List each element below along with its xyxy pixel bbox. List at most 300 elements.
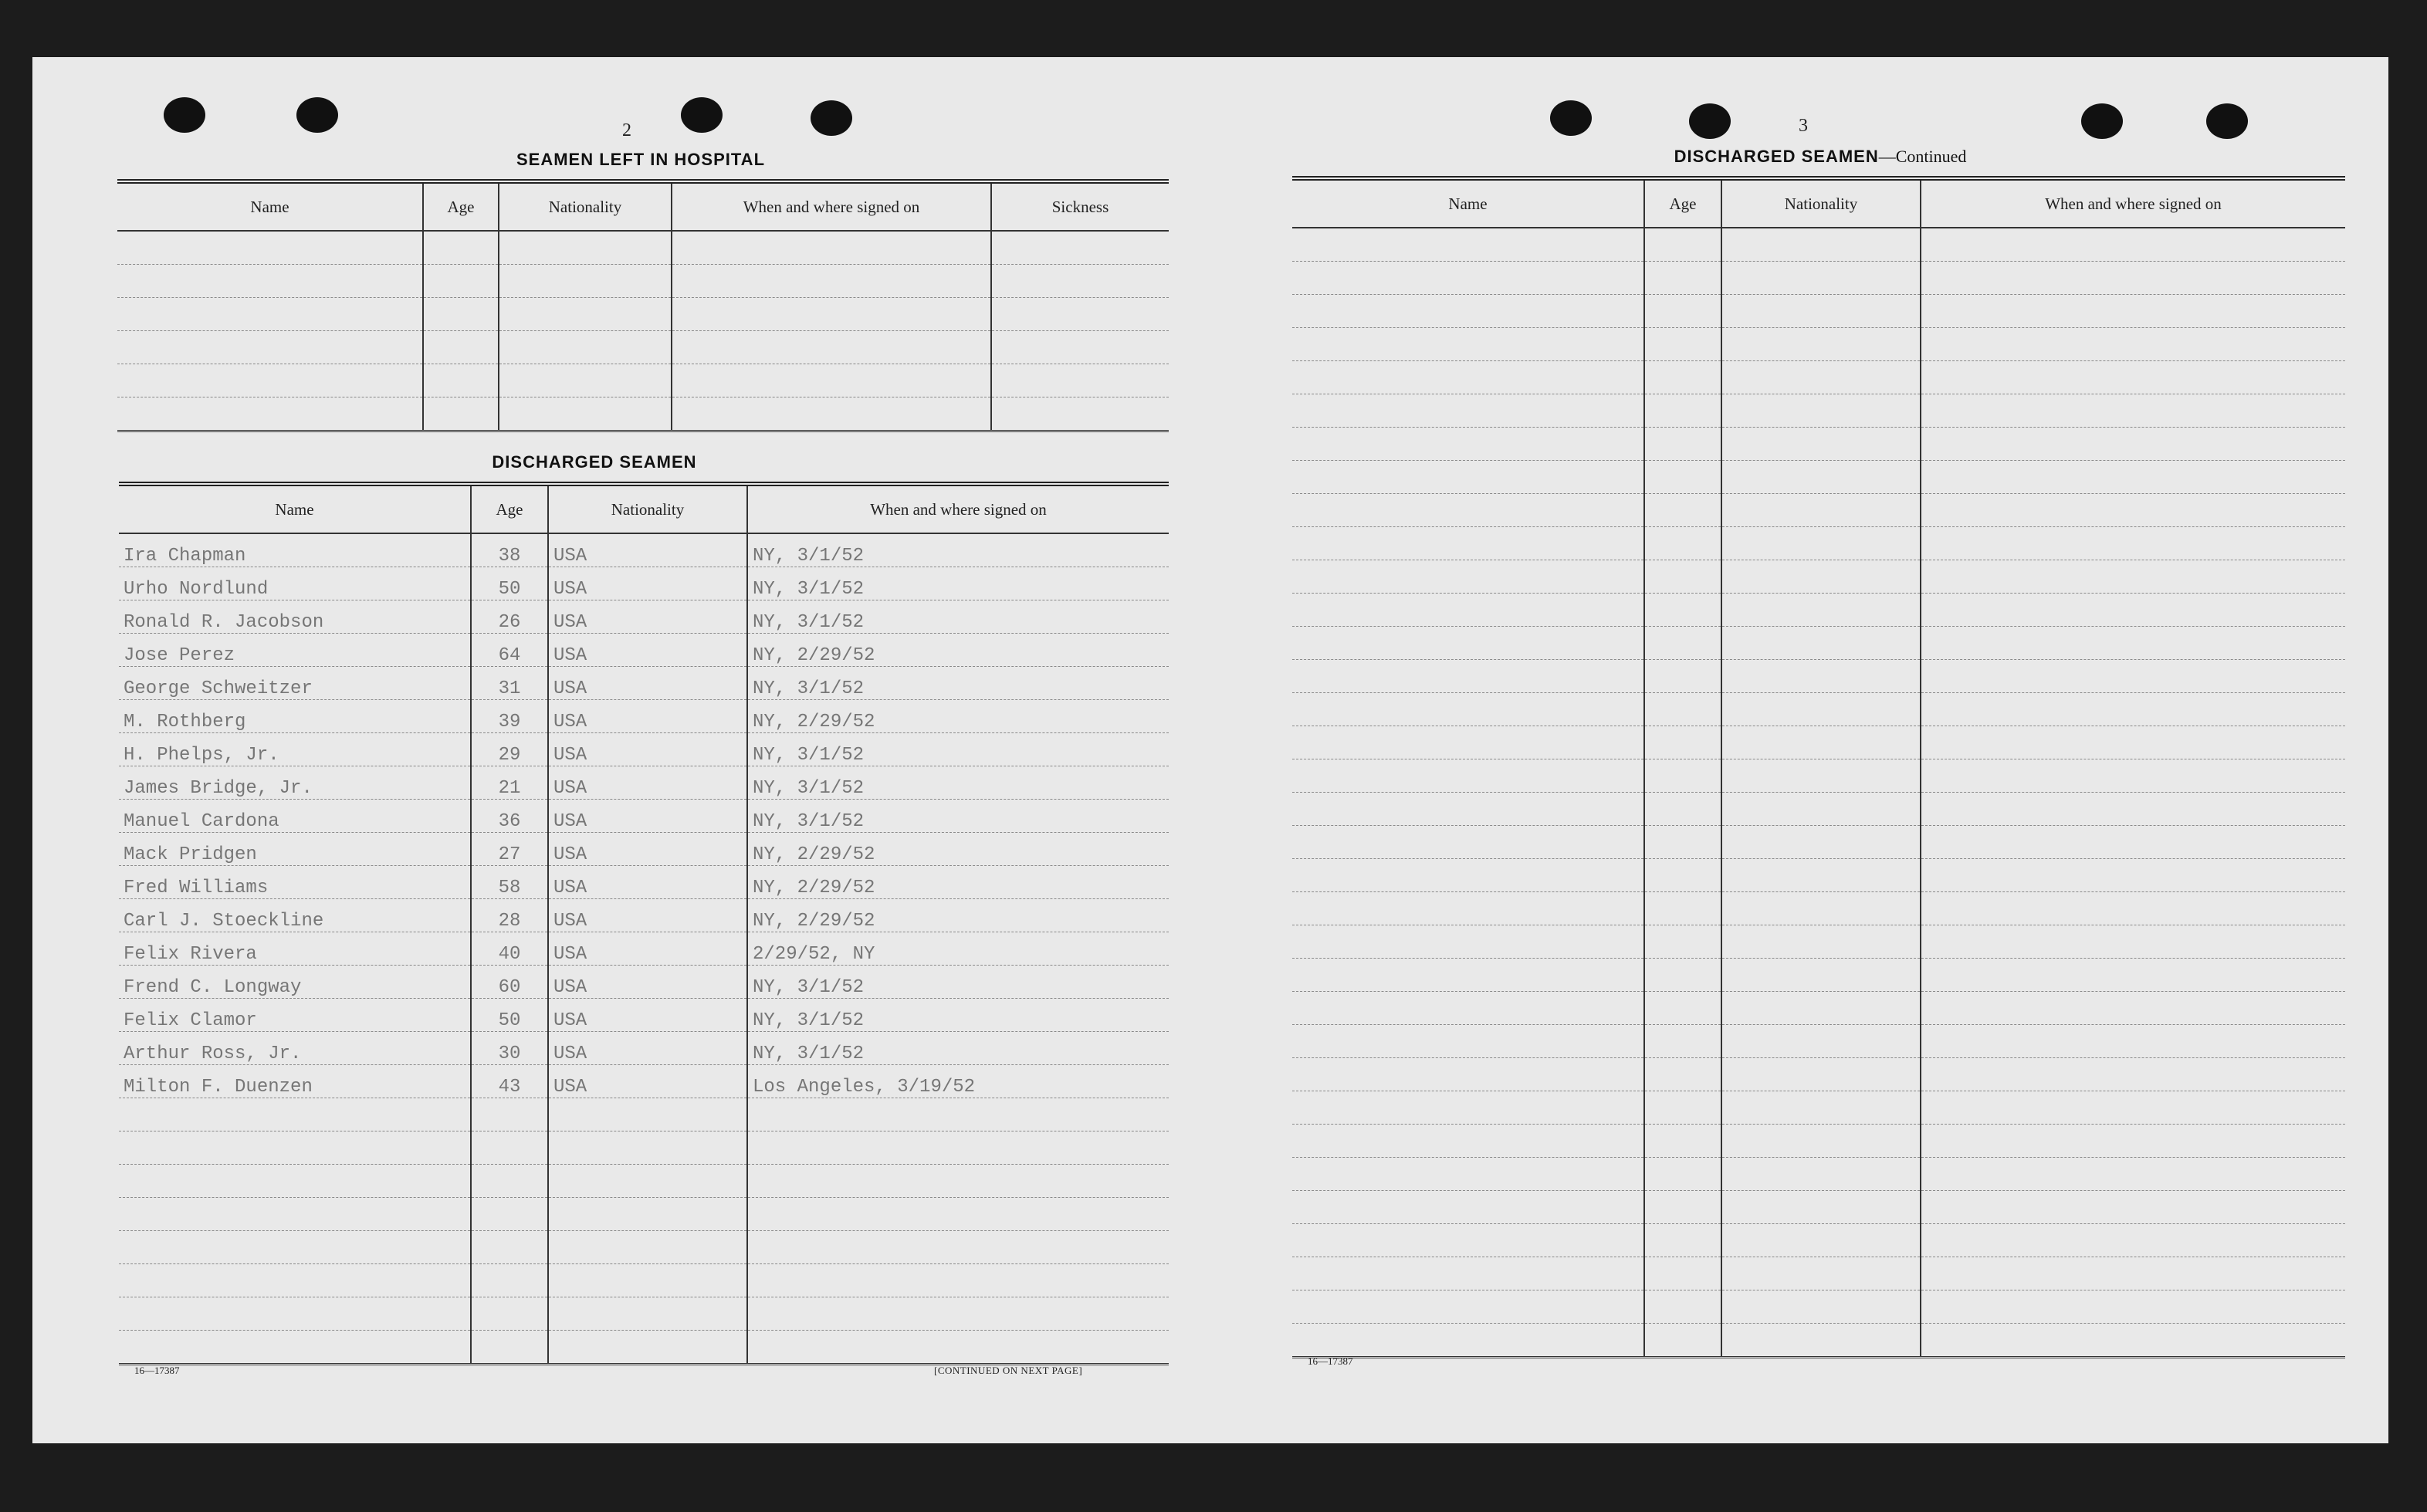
table-row (119, 567, 1169, 600)
discharged-continued-table (1292, 176, 2345, 1358)
table-row (119, 533, 1169, 567)
name-cell (1292, 1025, 1644, 1058)
right-title-suffix: —Continued (1878, 147, 1967, 166)
nationality-cell (1721, 262, 1921, 295)
signed-on-cell (1921, 859, 2345, 892)
table-row (1292, 959, 2345, 992)
signed-on-cell (1921, 892, 2345, 925)
age-cell (423, 397, 499, 431)
age-cell (1644, 693, 1721, 726)
age-cell: 27 (471, 833, 548, 866)
name-cell (1292, 1224, 1644, 1257)
nationality-cell: USA (548, 866, 747, 899)
table-row (1292, 228, 2345, 262)
age-cell (423, 265, 499, 298)
signed-on-cell (1921, 627, 2345, 660)
signed-on-cell (1921, 494, 2345, 527)
nationality-cell: USA (548, 1032, 747, 1065)
table-row (1292, 527, 2345, 560)
signed-on-cell (672, 331, 991, 364)
nationality-cell (548, 1098, 747, 1131)
name-cell (119, 1231, 471, 1264)
signed-on-cell (1921, 726, 2345, 759)
nationality-cell (1721, 925, 1921, 959)
nationality-cell (548, 1165, 747, 1198)
nationality-cell (1721, 361, 1921, 394)
hospital-table (117, 179, 1169, 432)
nationality-cell (1721, 992, 1921, 1025)
signed-on-cell: NY, 3/1/52 (747, 966, 1169, 999)
nationality-cell (1721, 959, 1921, 992)
name-cell (1292, 1191, 1644, 1224)
nationality-cell: USA (548, 932, 747, 966)
nationality-cell (1721, 328, 1921, 361)
table-row (119, 1131, 1169, 1165)
name-cell (1292, 494, 1644, 527)
name-cell: Ronald R. Jacobson (119, 600, 471, 634)
age-cell (1644, 1224, 1721, 1257)
table-row (1292, 1158, 2345, 1191)
discharged-col-nationality: Nationality (548, 484, 747, 533)
signed-on-cell: NY, 3/1/52 (747, 533, 1169, 567)
table-row (1292, 627, 2345, 660)
age-cell (1644, 1058, 1721, 1091)
table-row (1292, 1091, 2345, 1125)
signed-on-cell (1921, 428, 2345, 461)
signed-on-cell (1921, 228, 2345, 262)
signed-on-cell: NY, 2/29/52 (747, 899, 1169, 932)
age-cell (1644, 494, 1721, 527)
name-cell (1292, 560, 1644, 594)
name-cell (1292, 1058, 1644, 1091)
age-cell (1644, 361, 1721, 394)
table-row (117, 331, 1169, 364)
table-row (1292, 594, 2345, 627)
nationality-cell (1721, 1058, 1921, 1091)
name-cell (1292, 228, 1644, 262)
nationality-cell (499, 265, 672, 298)
table-row (1292, 428, 2345, 461)
signed-on-cell (1921, 1091, 2345, 1125)
name-cell (119, 1198, 471, 1231)
nationality-cell (1721, 1257, 1921, 1290)
name-cell: Frend C. Longway (119, 966, 471, 999)
age-cell (423, 331, 499, 364)
punch-hole (681, 97, 723, 133)
age-cell: 50 (471, 567, 548, 600)
age-cell (1644, 759, 1721, 793)
age-cell (1644, 428, 1721, 461)
table-row (1292, 1058, 2345, 1091)
name-cell (119, 1264, 471, 1297)
discharged-col-name: Name (119, 484, 471, 533)
signed-on-cell (672, 364, 991, 397)
nationality-cell (1721, 826, 1921, 859)
nationality-cell (499, 331, 672, 364)
nationality-cell (548, 1331, 747, 1365)
nationality-cell (1721, 859, 1921, 892)
age-cell (1644, 925, 1721, 959)
age-cell (1644, 793, 1721, 826)
nationality-cell (1721, 693, 1921, 726)
nationality-cell: USA (548, 999, 747, 1032)
name-cell: M. Rothberg (119, 700, 471, 733)
table-row (1292, 1290, 2345, 1324)
nationality-cell (1721, 428, 1921, 461)
signed-on-cell (1921, 594, 2345, 627)
table-row (1292, 726, 2345, 759)
signed-on-cell: NY, 3/1/52 (747, 800, 1169, 833)
name-cell (1292, 793, 1644, 826)
nationality-cell: USA (548, 567, 747, 600)
punch-hole (1689, 103, 1731, 139)
table-row (119, 1032, 1169, 1065)
age-cell: 60 (471, 966, 548, 999)
age-cell (1644, 1025, 1721, 1058)
signed-on-cell (1921, 560, 2345, 594)
name-cell (1292, 1290, 1644, 1324)
age-cell (1644, 560, 1721, 594)
hospital-col-age: Age (423, 181, 499, 231)
discharged-table-header (119, 484, 1169, 533)
signed-on-cell: NY, 2/29/52 (747, 866, 1169, 899)
continued-col-name: Name (1292, 178, 1644, 228)
hospital-col-sickness: Sickness (991, 181, 1169, 231)
signed-on-cell (1921, 693, 2345, 726)
signed-on-cell: NY, 3/1/52 (747, 667, 1169, 700)
age-cell (1644, 859, 1721, 892)
continued-col-nationality: Nationality (1721, 178, 1921, 228)
nationality-cell: USA (548, 833, 747, 866)
table-row (1292, 892, 2345, 925)
nationality-cell (1721, 228, 1921, 262)
age-cell (423, 364, 499, 397)
age-cell (1644, 228, 1721, 262)
age-cell (1644, 1324, 1721, 1358)
nationality-cell (548, 1131, 747, 1165)
name-cell (1292, 660, 1644, 693)
age-cell: 38 (471, 533, 548, 567)
age-cell (1644, 826, 1721, 859)
signed-on-cell: NY, 3/1/52 (747, 567, 1169, 600)
discharged-table-title: DISCHARGED SEAMEN (492, 452, 697, 472)
signed-on-cell (1921, 1058, 2345, 1091)
table-row (1292, 295, 2345, 328)
nationality-cell (1721, 793, 1921, 826)
nationality-cell (1721, 892, 1921, 925)
name-cell (1292, 826, 1644, 859)
table-row (119, 966, 1169, 999)
name-cell: James Bridge, Jr. (119, 766, 471, 800)
nationality-cell (499, 397, 672, 431)
signed-on-cell (1921, 394, 2345, 428)
name-cell (1292, 295, 1644, 328)
signed-on-cell (1921, 759, 2345, 793)
age-cell (471, 1131, 548, 1165)
nationality-cell (548, 1231, 747, 1264)
table-row (1292, 925, 2345, 959)
name-cell: Ira Chapman (119, 533, 471, 567)
signed-on-cell (747, 1131, 1169, 1165)
signed-on-cell (1921, 361, 2345, 394)
table-row (1292, 328, 2345, 361)
signed-on-cell (747, 1098, 1169, 1131)
signed-on-cell (1921, 1257, 2345, 1290)
age-cell: 50 (471, 999, 548, 1032)
name-cell (1292, 925, 1644, 959)
table-row (1292, 793, 2345, 826)
nationality-cell (1721, 560, 1921, 594)
nationality-cell: USA (548, 634, 747, 667)
age-cell (423, 298, 499, 331)
signed-on-cell (1921, 925, 2345, 959)
nationality-cell (1721, 1191, 1921, 1224)
age-cell (471, 1231, 548, 1264)
table-row (119, 600, 1169, 634)
age-cell: 58 (471, 866, 548, 899)
age-cell (1644, 892, 1721, 925)
age-cell (1644, 1125, 1721, 1158)
age-cell (1644, 262, 1721, 295)
age-cell: 30 (471, 1032, 548, 1065)
age-cell (1644, 1191, 1721, 1224)
name-cell (1292, 262, 1644, 295)
hospital-col-name: Name (117, 181, 423, 231)
nationality-cell (548, 1297, 747, 1331)
name-cell: Milton F. Duenzen (119, 1065, 471, 1098)
age-cell: 36 (471, 800, 548, 833)
continued-table-header (1292, 178, 2345, 228)
table-row (119, 1165, 1169, 1198)
signed-on-cell (1921, 1324, 2345, 1358)
nationality-cell (499, 298, 672, 331)
sickness-cell (991, 298, 1169, 331)
table-row (1292, 992, 2345, 1025)
signed-on-cell: 2/29/52, NY (747, 932, 1169, 966)
left-form-number: 16—17387 (134, 1365, 180, 1376)
name-cell: Carl J. Stoeckline (119, 899, 471, 932)
signed-on-cell (747, 1231, 1169, 1264)
signed-on-cell (747, 1297, 1169, 1331)
table-row (1292, 461, 2345, 494)
name-cell (1292, 461, 1644, 494)
right-form-number: 16—17387 (1308, 1355, 1353, 1367)
nationality-cell (1721, 1224, 1921, 1257)
age-cell (1644, 992, 1721, 1025)
age-cell (1644, 295, 1721, 328)
nationality-cell: USA (548, 800, 747, 833)
signed-on-cell: NY, 3/1/52 (747, 600, 1169, 634)
signed-on-cell (1921, 660, 2345, 693)
signed-on-cell (747, 1165, 1169, 1198)
age-cell (1644, 461, 1721, 494)
nationality-cell (1721, 1290, 1921, 1324)
name-cell (1292, 759, 1644, 793)
name-cell (119, 1297, 471, 1331)
table-row (1292, 394, 2345, 428)
name-cell (1292, 693, 1644, 726)
punch-hole (2081, 103, 2123, 139)
table-row (1292, 660, 2345, 693)
table-row (1292, 859, 2345, 892)
nationality-cell: USA (548, 600, 747, 634)
age-cell: 31 (471, 667, 548, 700)
age-cell (1644, 1290, 1721, 1324)
nationality-cell (1721, 759, 1921, 793)
signed-on-cell (1921, 793, 2345, 826)
table-row (1292, 494, 2345, 527)
signed-on-cell (747, 1264, 1169, 1297)
table-row (117, 364, 1169, 397)
punch-hole (164, 97, 205, 133)
name-cell (1292, 328, 1644, 361)
sickness-cell (991, 231, 1169, 265)
age-cell (1644, 594, 1721, 627)
name-cell (117, 231, 423, 265)
name-cell: George Schweitzer (119, 667, 471, 700)
age-cell (471, 1098, 548, 1131)
table-row (119, 932, 1169, 966)
table-row (1292, 1125, 2345, 1158)
name-cell (1292, 594, 1644, 627)
table-row (119, 1264, 1169, 1297)
name-cell (1292, 1091, 1644, 1125)
age-cell: 40 (471, 932, 548, 966)
signed-on-cell (1921, 1224, 2345, 1257)
table-row (117, 265, 1169, 298)
signed-on-cell (1921, 461, 2345, 494)
sickness-cell (991, 265, 1169, 298)
name-cell (1292, 394, 1644, 428)
table-row (119, 1198, 1169, 1231)
age-cell (1644, 1257, 1721, 1290)
name-cell (1292, 1324, 1644, 1358)
signed-on-cell (1921, 1125, 2345, 1158)
signed-on-cell: NY, 3/1/52 (747, 766, 1169, 800)
table-row (119, 1231, 1169, 1264)
signed-on-cell (672, 265, 991, 298)
discharged-col-signed-on: When and where signed on (747, 484, 1169, 533)
age-cell (1644, 1091, 1721, 1125)
signed-on-cell (672, 298, 991, 331)
signed-on-cell (747, 1331, 1169, 1365)
age-cell: 64 (471, 634, 548, 667)
nationality-cell (1721, 494, 1921, 527)
age-cell (471, 1198, 548, 1231)
signed-on-cell (1921, 262, 2345, 295)
signed-on-cell (1921, 959, 2345, 992)
name-cell (1292, 527, 1644, 560)
table-row (119, 634, 1169, 667)
nationality-cell (1721, 1125, 1921, 1158)
age-cell (471, 1264, 548, 1297)
age-cell (1644, 627, 1721, 660)
age-cell: 43 (471, 1065, 548, 1098)
table-row (1292, 1224, 2345, 1257)
right-table-title (1295, 147, 2345, 167)
nationality-cell: USA (548, 733, 747, 766)
name-cell (117, 331, 423, 364)
table-row (119, 1065, 1169, 1098)
table-row (119, 700, 1169, 733)
nationality-cell (1721, 627, 1921, 660)
nationality-cell (1721, 1158, 1921, 1191)
table-row (119, 999, 1169, 1032)
continued-col-age: Age (1644, 178, 1721, 228)
signed-on-cell (1921, 1158, 2345, 1191)
signed-on-cell (1921, 826, 2345, 859)
signed-on-cell: NY, 3/1/52 (747, 1032, 1169, 1065)
nationality-cell (1721, 726, 1921, 759)
name-cell (119, 1331, 471, 1365)
continued-note: [CONTINUED ON NEXT PAGE] (934, 1365, 1083, 1376)
name-cell (1292, 627, 1644, 660)
nationality-cell (1721, 1025, 1921, 1058)
age-cell (471, 1297, 548, 1331)
nationality-cell: USA (548, 766, 747, 800)
table-row (119, 800, 1169, 833)
name-cell: Felix Rivera (119, 932, 471, 966)
table-row (119, 866, 1169, 899)
age-cell: 39 (471, 700, 548, 733)
signed-on-cell (1921, 992, 2345, 1025)
name-cell: Urho Nordlund (119, 567, 471, 600)
name-cell (1292, 1257, 1644, 1290)
signed-on-cell (672, 397, 991, 431)
name-cell (119, 1131, 471, 1165)
signed-on-cell: NY, 2/29/52 (747, 833, 1169, 866)
name-cell (1292, 992, 1644, 1025)
nationality-cell: USA (548, 1065, 747, 1098)
nationality-cell: USA (548, 899, 747, 932)
name-cell: Fred Williams (119, 866, 471, 899)
hospital-table-header (117, 181, 1169, 231)
name-cell (1292, 428, 1644, 461)
nationality-cell (499, 231, 672, 265)
punch-hole (811, 100, 852, 136)
crew-list-sheet (32, 57, 2388, 1443)
nationality-cell (1721, 660, 1921, 693)
signed-on-cell (1921, 328, 2345, 361)
nationality-cell (1721, 594, 1921, 627)
table-row (119, 1331, 1169, 1365)
discharged-col-age: Age (471, 484, 548, 533)
name-cell (117, 364, 423, 397)
age-cell (471, 1165, 548, 1198)
name-cell (119, 1165, 471, 1198)
table-row (1292, 826, 2345, 859)
table-row (119, 667, 1169, 700)
left-page-number: 2 (622, 120, 631, 140)
name-cell (1292, 892, 1644, 925)
name-cell: Mack Pridgen (119, 833, 471, 866)
hospital-col-nationality: Nationality (499, 181, 672, 231)
table-row (119, 733, 1169, 766)
nationality-cell (1721, 1324, 1921, 1358)
signed-on-cell (1921, 295, 2345, 328)
age-cell (471, 1331, 548, 1365)
name-cell (1292, 859, 1644, 892)
table-row (1292, 759, 2345, 793)
hospital-table-title: SEAMEN LEFT IN HOSPITAL (516, 150, 766, 169)
table-row (117, 397, 1169, 431)
name-cell (1292, 361, 1644, 394)
punch-hole (1550, 100, 1592, 136)
signed-on-cell (1921, 1191, 2345, 1224)
name-cell (1292, 1125, 1644, 1158)
nationality-cell (1721, 461, 1921, 494)
nationality-cell (1721, 295, 1921, 328)
